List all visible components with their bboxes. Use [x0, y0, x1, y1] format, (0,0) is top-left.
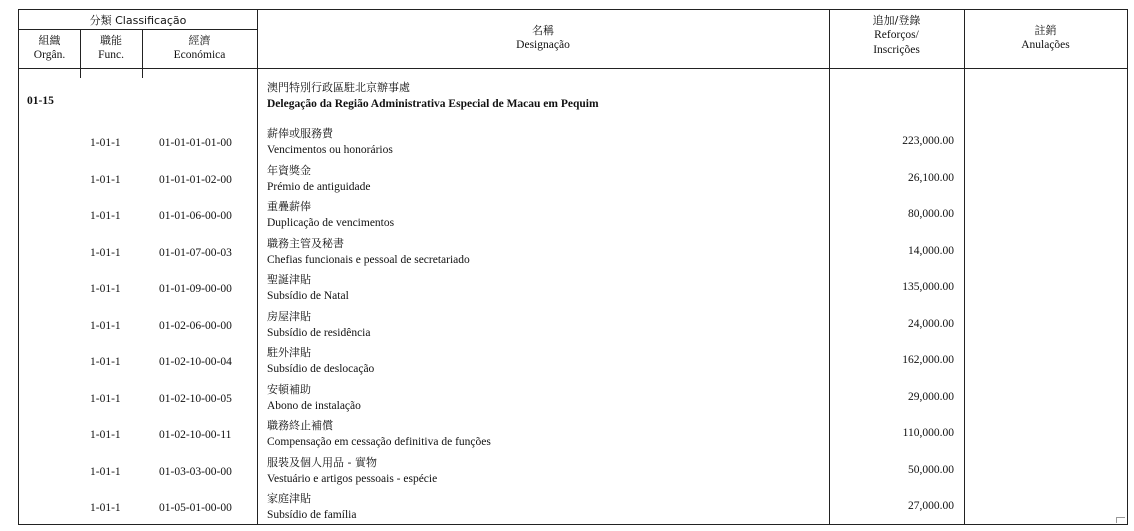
- econ-code: 01-01-01-02-00: [159, 173, 232, 186]
- amount: 26,100.00: [908, 171, 954, 184]
- item-name-zh: 駐外津貼: [267, 346, 311, 359]
- item-name-pt: Compensação em cessação definitiva de funções: [267, 436, 491, 448]
- item-name-pt: Subsídio de Natal: [267, 290, 349, 302]
- econ-code: 01-01-01-01-00: [159, 137, 232, 149]
- func-code: 1-01-1: [90, 465, 121, 478]
- func-code: 1-01-1: [90, 137, 121, 149]
- item-name-pt: Prémio de antiguidade: [267, 180, 371, 193]
- func-code: 1-01-1: [90, 392, 121, 405]
- func-code: 1-01-1: [90, 319, 121, 332]
- budget-table: [18, 9, 1128, 525]
- func-code: 1-01-1: [90, 283, 121, 295]
- col-divider: [829, 10, 830, 524]
- econ-code: 01-02-06-00-00: [159, 319, 232, 332]
- header-divider: [19, 29, 257, 30]
- item-name-pt: Duplicação de vencimentos: [267, 217, 395, 229]
- item-name-zh: 安頓補助: [267, 382, 311, 396]
- reinforcements-header: 追加/登錄 Reforços/ Inscrições: [872, 14, 921, 56]
- amount: 135,000.00: [902, 281, 954, 293]
- item-name-pt: Chefias funcionais e pessoal de secretariado: [267, 253, 470, 266]
- amount: 50,000.00: [908, 463, 954, 476]
- amount: 24,000.00: [908, 317, 954, 330]
- entity-name-zh: 澳門特別行政區駐北京辦事處: [267, 81, 410, 94]
- col-divider: [964, 10, 965, 524]
- amount: 80,000.00: [908, 208, 954, 220]
- item-name-zh: 職務主管及秘書: [267, 236, 344, 250]
- col-divider: [257, 10, 258, 524]
- amount: 162,000.00: [902, 354, 954, 366]
- amount: 29,000.00: [908, 390, 954, 403]
- econ-code: 01-02-10-00-05: [159, 392, 232, 405]
- classification-header: 分類 Classificação: [89, 14, 187, 27]
- item-name-zh: 職務終止補償: [267, 419, 333, 432]
- econ-code: 01-01-07-00-03: [159, 246, 232, 259]
- amount: 110,000.00: [902, 427, 954, 439]
- item-name-pt: Abono de instalação: [267, 399, 361, 412]
- item-name-zh: 聖誕津貼: [267, 273, 311, 286]
- page-corner-mark: [1116, 517, 1125, 523]
- item-name-zh: 服裝及個人用品 - 實物: [267, 455, 377, 469]
- func-code: 1-01-1: [90, 173, 121, 186]
- amount: 27,000.00: [908, 500, 954, 512]
- amount: 14,000.00: [908, 244, 954, 257]
- econ-header: 經濟 Económica: [173, 34, 226, 61]
- organ-header: 組織 Orgân.: [33, 34, 66, 61]
- item-name-zh: 薪俸或服務費: [267, 127, 333, 140]
- item-name-pt: Subsídio de família: [267, 509, 357, 521]
- item-name-zh: 重疊薪俸: [267, 200, 311, 213]
- func-header: 職能 Func.: [98, 34, 124, 61]
- item-name-zh: 家庭津貼: [267, 492, 311, 505]
- econ-code: 01-05-01-00-00: [159, 502, 232, 514]
- header-bottom-line: [19, 68, 1127, 69]
- econ-code: 01-01-09-00-00: [159, 283, 232, 295]
- econ-code: 01-01-06-00-00: [159, 210, 232, 222]
- amount: 223,000.00: [902, 135, 954, 147]
- func-code: 1-01-1: [90, 429, 121, 441]
- econ-code: 01-03-03-00-00: [159, 465, 232, 478]
- econ-code: 01-02-10-00-04: [159, 356, 232, 368]
- func-code: 1-01-1: [90, 246, 121, 259]
- func-code: 1-01-1: [90, 356, 121, 368]
- func-code: 1-01-1: [90, 502, 121, 514]
- organ-code: 01-15: [27, 95, 54, 107]
- item-name-zh: 年資獎金: [267, 163, 311, 177]
- annulments-header: 註銷 Anulações: [1021, 24, 1070, 51]
- item-name-pt: Subsídio de residência: [267, 326, 371, 339]
- item-name-zh: 房屋津貼: [267, 309, 311, 323]
- func-code: 1-01-1: [90, 210, 121, 222]
- econ-code: 01-02-10-00-11: [159, 429, 232, 441]
- item-name-pt: Vestuário e artigos pessoais - espécie: [267, 472, 438, 485]
- item-name-pt: Subsídio de deslocação: [267, 363, 375, 375]
- designation-header: 名稱 Designação: [516, 24, 570, 51]
- item-name-pt: Vencimentos ou honorários: [267, 144, 393, 156]
- entity-name-pt: Delegação da Região Administrativa Especial de Macau em Pequim: [267, 98, 599, 110]
